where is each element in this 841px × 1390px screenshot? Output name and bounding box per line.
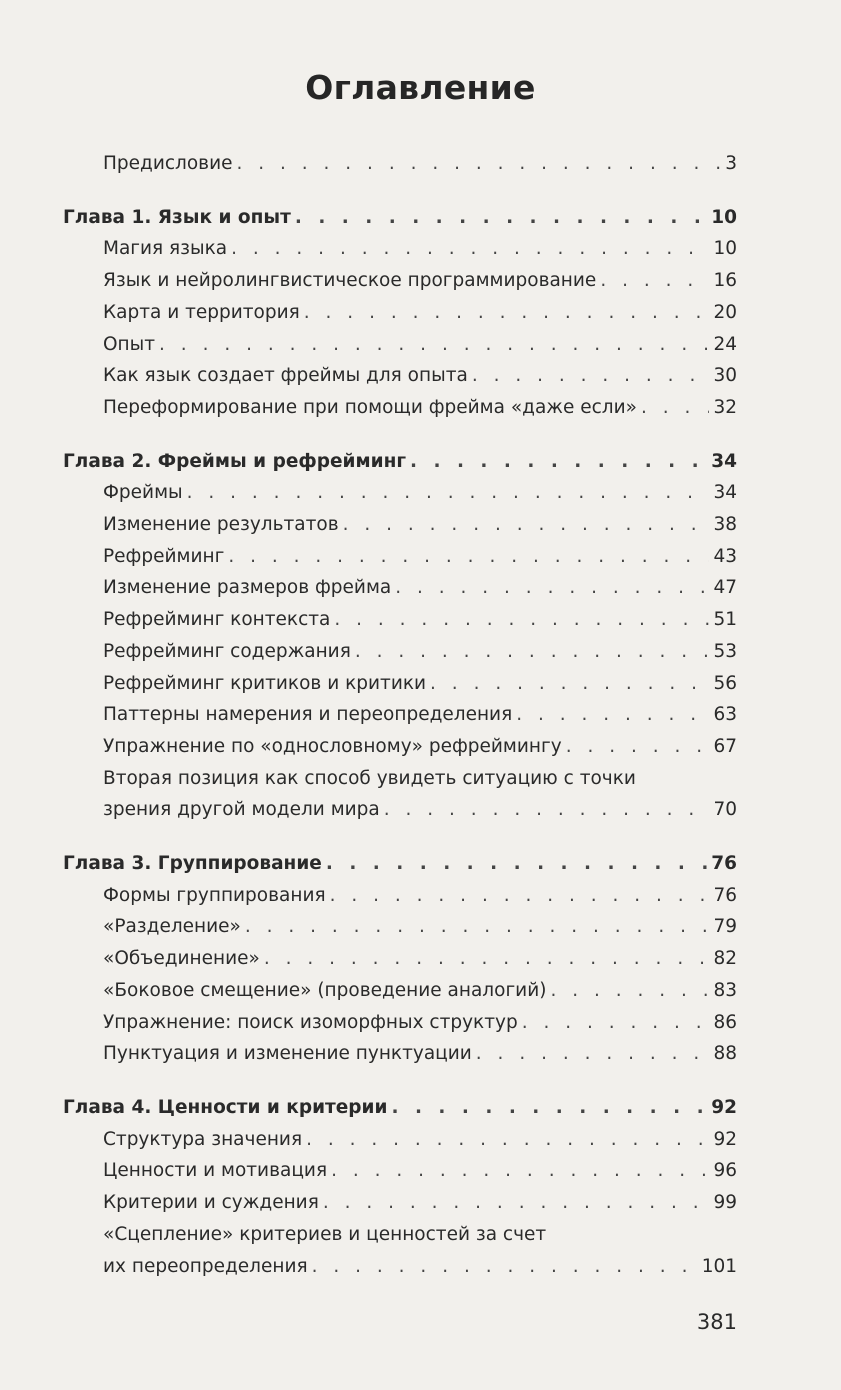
dot-leader [600, 265, 709, 297]
toc-entry[interactable] [63, 541, 737, 573]
entry-page: 34 [713, 482, 737, 504]
toc-entry[interactable] [63, 148, 737, 180]
dot-leader [476, 1038, 710, 1070]
dot-leader [295, 202, 707, 234]
toc-entry[interactable] [63, 880, 737, 912]
toc-entry[interactable] [63, 233, 737, 265]
entry-title: Упражнение: поиск изоморфных структур [103, 1011, 518, 1033]
toc-entry[interactable] [63, 668, 737, 700]
toc-entry[interactable] [63, 943, 737, 975]
toc-entry[interactable] [63, 1124, 737, 1156]
toc-entry[interactable] [63, 794, 737, 826]
toc-entry-line[interactable]: «Сцепление» критериев и ценностей за счет [103, 1223, 547, 1245]
entry-title: Пунктуация и изменение пунктуации [103, 1043, 472, 1065]
entry-page: 86 [713, 1011, 737, 1033]
page-number: 381 [696, 1310, 737, 1334]
entry-title: Фреймы [103, 482, 183, 504]
entry-page: 67 [713, 735, 737, 757]
entry-page: 96 [713, 1160, 737, 1182]
entry-title: «Боковое смещение» (проведение аналогий) [103, 979, 547, 1001]
entry-title: Глава 1. Язык и опыт [63, 206, 291, 228]
entry-page: 92 [713, 1128, 737, 1150]
entry-title: Упражнение по «однословному» рефреймингу [103, 735, 562, 757]
entry-title: Магия языка [103, 238, 228, 260]
entry-title: Предисловие [103, 153, 233, 174]
entry-title: Глава 4. Ценности и критерии [63, 1096, 388, 1118]
entry-title: Критерии и суждения [103, 1192, 319, 1214]
toc-entry[interactable] [63, 572, 737, 604]
entry-page: 32 [713, 396, 737, 418]
toc-chapter[interactable] [63, 1092, 737, 1124]
toc-entry[interactable] [63, 265, 737, 297]
dot-leader [312, 1251, 698, 1283]
entry-title: Рефрейминг содержания [103, 640, 351, 662]
entry-title: Глава 2. Фреймы и рефрейминг [63, 450, 407, 472]
entry-page: 88 [713, 1043, 737, 1065]
entry-title: Глава 3. Группирование [63, 853, 322, 875]
toc-entry[interactable] [63, 1187, 737, 1219]
entry-page: 10 [713, 238, 737, 260]
entry-page: 82 [713, 948, 737, 970]
entry-page: 76 [711, 853, 737, 875]
dot-leader [566, 731, 710, 763]
entry-title: Рефрейминг контекста [103, 609, 331, 631]
toc-entry[interactable] [63, 975, 737, 1007]
toc-entry[interactable] [63, 1007, 737, 1039]
entry-title: Язык и нейролингвистическое программирование [103, 270, 597, 292]
dot-leader [384, 794, 710, 826]
entry-page: 76 [713, 884, 737, 906]
dot-leader [264, 943, 710, 975]
dot-leader [391, 1092, 707, 1124]
entry-title: Рефрейминг критиков и критики [103, 672, 427, 694]
entry-title: Карта и территория [103, 301, 300, 323]
dot-leader [410, 446, 707, 478]
dot-leader [306, 1124, 709, 1156]
entry-title: Структура значения [103, 1128, 303, 1150]
dot-leader [516, 699, 709, 731]
toc-entry-line[interactable]: Вторая позиция как способ увидеть ситуацию с точки [103, 767, 636, 789]
dot-leader [236, 148, 721, 180]
entry-title: Ценности и мотивация [103, 1160, 328, 1182]
toc-entry[interactable] [63, 360, 737, 392]
toc-entry[interactable] [63, 509, 737, 541]
entry-page: 79 [713, 916, 737, 938]
entry-page: 56 [713, 672, 737, 694]
toc-entry[interactable] [63, 731, 737, 763]
dot-leader [159, 329, 709, 361]
entry-page: 99 [713, 1192, 737, 1214]
dot-leader [334, 604, 709, 636]
dot-leader [430, 668, 709, 700]
dot-leader [331, 1155, 709, 1187]
dot-leader [395, 572, 709, 604]
toc-entry[interactable] [63, 1251, 737, 1283]
dot-leader [187, 477, 710, 509]
entry-title: их переопределения [103, 1255, 308, 1277]
entry-title: Опыт [103, 333, 156, 355]
entry-page: 16 [713, 270, 737, 292]
entry-title: Рефрейминг [103, 545, 225, 567]
dot-leader [522, 1007, 710, 1039]
dot-leader [355, 636, 710, 668]
entry-title: Паттерны намерения и переопределения [103, 704, 513, 726]
dot-leader [228, 541, 709, 573]
dot-leader [245, 911, 710, 943]
dot-leader [472, 360, 710, 392]
dot-leader [343, 509, 710, 541]
toc-entry[interactable] [63, 477, 737, 509]
toc-entry[interactable] [63, 392, 737, 424]
dot-leader [231, 233, 709, 265]
entry-title: зрения другой модели мира [103, 799, 380, 821]
entry-title: Изменение размеров фрейма [103, 577, 392, 599]
toc-entry[interactable] [63, 329, 737, 361]
entry-page: 70 [713, 799, 737, 821]
entry-title: Как язык создает фреймы для опыта [103, 365, 468, 387]
entry-page: 30 [713, 365, 737, 387]
entry-page: 83 [713, 979, 737, 1001]
dot-leader [326, 848, 707, 880]
entry-page: 20 [713, 301, 737, 323]
toc-entry[interactable] [63, 604, 737, 636]
entry-title: Изменение результатов [103, 514, 339, 536]
entry-page: 34 [711, 450, 737, 472]
entry-page: 10 [711, 206, 737, 228]
toc-entry[interactable] [63, 636, 737, 668]
entry-page: 63 [713, 704, 737, 726]
toc-entry[interactable] [63, 297, 737, 329]
entry-page: 43 [713, 545, 737, 567]
toc-chapter[interactable] [63, 848, 737, 880]
dot-leader [641, 392, 710, 424]
toc-entry[interactable] [63, 1155, 737, 1187]
entry-page: 47 [713, 577, 737, 599]
entry-page: 53 [713, 640, 737, 662]
entry-page: 3 [725, 153, 737, 174]
dot-leader [330, 880, 710, 912]
toc-chapter[interactable] [63, 446, 737, 478]
toc-entry[interactable] [63, 1038, 737, 1070]
entry-title: «Объединение» [103, 948, 260, 970]
table-of-contents [63, 148, 737, 1282]
entry-title: «Разделение» [103, 916, 241, 938]
page-title: Оглавление [305, 68, 536, 107]
entry-title: Переформирование при помощи фрейма «даже если» [103, 396, 637, 418]
entry-title: Формы группирования [103, 884, 326, 906]
entry-page: 24 [713, 333, 737, 355]
dot-leader [323, 1187, 710, 1219]
dot-leader [304, 297, 710, 329]
dot-leader [550, 975, 709, 1007]
toc-entry[interactable] [63, 911, 737, 943]
toc-entry[interactable] [63, 699, 737, 731]
entry-page: 51 [713, 609, 737, 631]
toc-chapter[interactable] [63, 202, 737, 234]
entry-page: 38 [713, 514, 737, 536]
entry-page: 92 [711, 1096, 737, 1118]
entry-page: 101 [701, 1255, 737, 1277]
